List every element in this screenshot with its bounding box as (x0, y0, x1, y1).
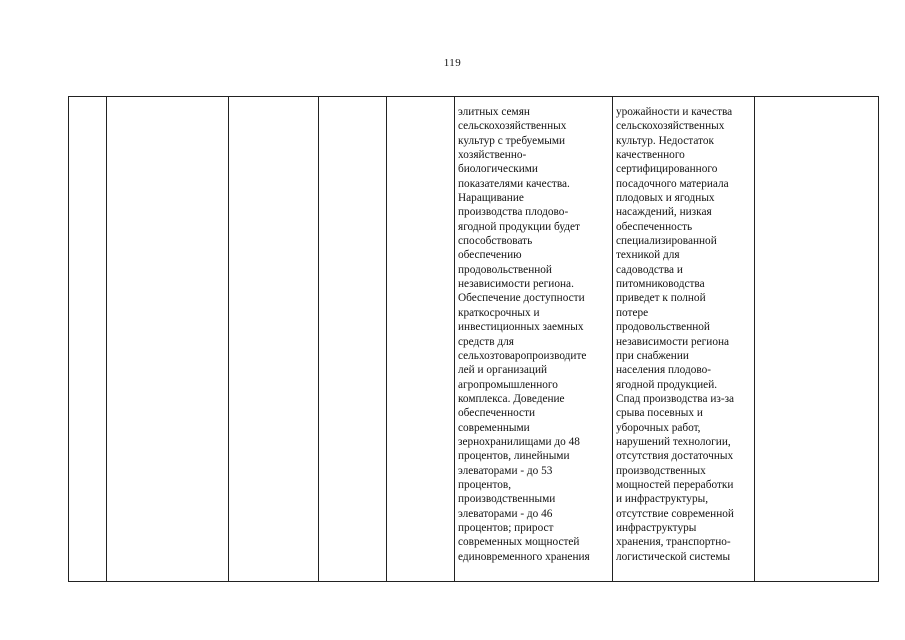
table-row (69, 97, 879, 582)
table-cell-1 (69, 97, 107, 582)
table-cell-8 (755, 97, 879, 582)
table-cell-risks (613, 97, 755, 582)
risks-text: урожайности и качества сельскохозяйственных культур. Недостаток качественного сертифицированного посадочного материала плодовых и ягодных насаждений, низкая обеспеченность специализированной техникой для садоводства и питомниководства приведет к полной потере продовольственной независимости региона при снабжении населения плодово- ягодной продукцией. Спад производства из-за срыва посевных и уборочных работ, нарушений технологии, отсутствия достаточных производственных мощностей переработки и инфраструктуры, отсутствие современной инфраструктуры хранения, транспортно- логистической системы (616, 106, 735, 563)
table-cell-3 (229, 97, 319, 582)
page-number: 119 (443, 57, 462, 69)
table-cell-5 (387, 97, 455, 582)
table-cell-results (455, 97, 613, 582)
table-cell-4 (319, 97, 387, 582)
document-table (68, 96, 879, 582)
results-text: элитных семян сельскохозяйственных культур с требуемыми хозяйственно- биологическими показателями качества. Наращивание производства плодово- ягодной продукции будет способствовать обеспечению продовольственной независимости региона. Обеспечение доступности краткосрочных и инвестиционных заемных средств для сельхозтоваропроизводите лей и организаций агропромышленного комплекса. Доведение обеспеченности современными зернохранилищами до 48 процентов, линейными элеваторами - до 53 процентов, производственными элеваторами - до 46 процентов; прирост современных мощностей единовременного хранения (458, 106, 590, 563)
table-cell-2 (107, 97, 229, 582)
